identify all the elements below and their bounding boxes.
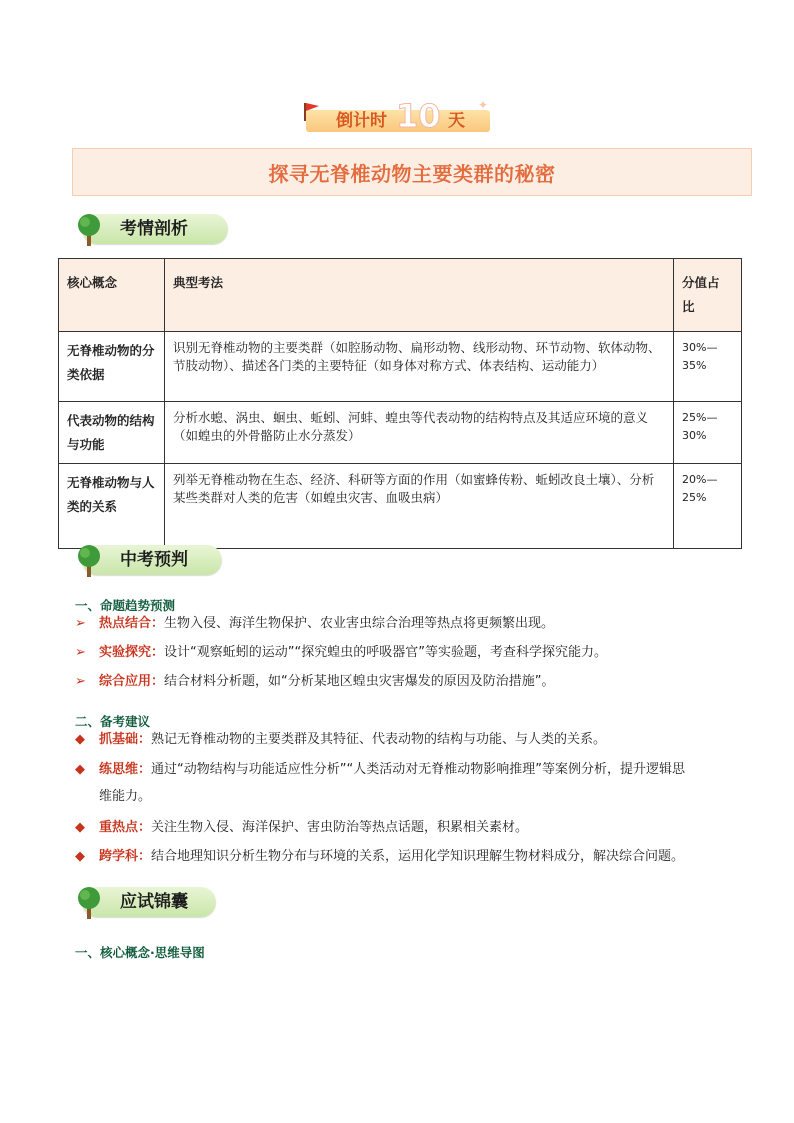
row-concept: 代表动物的结构与功能 bbox=[59, 402, 165, 464]
item-text-continued: 维能力。 bbox=[99, 789, 152, 804]
page-title: 探寻无脊椎动物主要类群的秘密 bbox=[268, 161, 556, 186]
item-text: 关注生物入侵、海洋保护、害虫防治等热点话题，积累相关素材。 bbox=[151, 820, 529, 835]
page-title-box bbox=[72, 148, 752, 196]
item-text: 通过“动物结构与功能适应性分析”“人类活动对无脊椎动物影响推理”等案例分析，提升逻辑思 bbox=[151, 762, 685, 777]
diamond-bullet-icon: ◆ bbox=[75, 762, 85, 777]
sparkle-icon: ✦ bbox=[478, 98, 489, 112]
table-row bbox=[59, 402, 742, 464]
list-item bbox=[75, 816, 735, 840]
countdown-badge bbox=[300, 97, 492, 136]
list-item bbox=[75, 758, 735, 812]
countdown-unit: 天 bbox=[448, 111, 465, 131]
item-text: 结合材料分析题，如“分析某地区蝗虫灾害爆发的原因及防治措施”。 bbox=[164, 674, 555, 689]
arrow-bullet-icon: ➢ bbox=[75, 616, 86, 631]
table-row bbox=[59, 332, 742, 402]
header-ratio: 分值占比 bbox=[674, 259, 742, 332]
row-concept: 无脊椎动物的分类依据 bbox=[59, 332, 165, 402]
list-item bbox=[75, 728, 735, 752]
row-ratio: 30%—35% bbox=[674, 332, 742, 402]
item-key: 热点结合： bbox=[99, 616, 165, 631]
item-text: 生物入侵、海洋生物保护、农业害虫综合治理等热点将更频繁出现。 bbox=[164, 616, 555, 631]
mindmap-heading: 一、核心概念·思维导图 bbox=[75, 945, 205, 960]
item-text: 熟记无脊椎动物的主要类群及其特征、代表动物的结构与功能、与人类的关系。 bbox=[151, 732, 607, 747]
section-tab-strategy bbox=[72, 883, 216, 921]
row-ratio: 20%—25% bbox=[674, 464, 742, 549]
tree-icon bbox=[72, 210, 106, 248]
arrow-bullet-icon: ➢ bbox=[75, 645, 86, 660]
section-label: 应试锦囊 bbox=[120, 892, 188, 912]
list-item bbox=[75, 845, 735, 869]
row-method: 列举无脊椎动物在生态、经济、科研等方面的作用（如蜜蜂传粉、蚯蚓改良土壤）、分析某些类群对人类的危害（如蝗虫灾害、血吸虫病） bbox=[165, 464, 674, 549]
list-item bbox=[75, 641, 735, 665]
arrow-bullet-icon: ➢ bbox=[75, 674, 86, 689]
section-tab-analysis bbox=[72, 210, 228, 248]
section-label: 中考预判 bbox=[120, 550, 188, 570]
table-row bbox=[59, 464, 742, 549]
item-text: 结合地理知识分析生物分布与环境的关系，运用化学知识理解生物材料成分，解决综合问题。 bbox=[151, 849, 685, 864]
section-tab-prediction bbox=[72, 541, 222, 579]
item-key: 综合应用： bbox=[99, 674, 165, 689]
diamond-bullet-icon: ◆ bbox=[75, 820, 85, 835]
row-concept: 无脊椎动物与人类的关系 bbox=[59, 464, 165, 549]
prediction-heading: 一、命题趋势预测 bbox=[75, 598, 176, 613]
section-label: 考情剖析 bbox=[120, 219, 188, 239]
list-item bbox=[75, 612, 735, 636]
item-key: 练思维： bbox=[99, 762, 152, 777]
item-key: 抓基础： bbox=[99, 732, 152, 747]
list-item bbox=[75, 670, 735, 694]
header-concept: 核心概念 bbox=[59, 259, 165, 332]
diamond-bullet-icon: ◆ bbox=[75, 849, 85, 864]
table-header-row bbox=[59, 259, 742, 332]
diamond-bullet-icon: ◆ bbox=[75, 732, 85, 747]
exam-analysis-table bbox=[58, 258, 742, 549]
countdown-number: 10 bbox=[396, 97, 441, 135]
advice-heading: 二、备考建议 bbox=[75, 714, 151, 729]
flag-icon bbox=[300, 100, 322, 122]
item-text: 设计“观察蚯蚓的运动”“探究蝗虫的呼吸器官”等实验题，考查科学探究能力。 bbox=[164, 645, 607, 660]
item-key: 跨学科： bbox=[99, 849, 152, 864]
row-method: 分析水螅、涡虫、蛔虫、蚯蚓、河蚌、蝗虫等代表动物的结构特点及其适应环境的意义（如蝗虫的外骨骼防止水分蒸发） bbox=[165, 402, 674, 464]
countdown-prefix: 倒计时 bbox=[336, 111, 387, 131]
tree-icon bbox=[72, 541, 106, 579]
row-ratio: 25%—30% bbox=[674, 402, 742, 464]
tree-icon bbox=[72, 883, 106, 921]
item-key: 实验探究： bbox=[99, 645, 165, 660]
header-method: 典型考法 bbox=[165, 259, 674, 332]
item-key: 重热点： bbox=[99, 820, 152, 835]
row-method: 识别无脊椎动物的主要类群（如腔肠动物、扁形动物、线形动物、环节动物、软体动物、节肢动物）、描述各门类的主要特征（如身体对称方式、体表结构、运动能力） bbox=[165, 332, 674, 402]
